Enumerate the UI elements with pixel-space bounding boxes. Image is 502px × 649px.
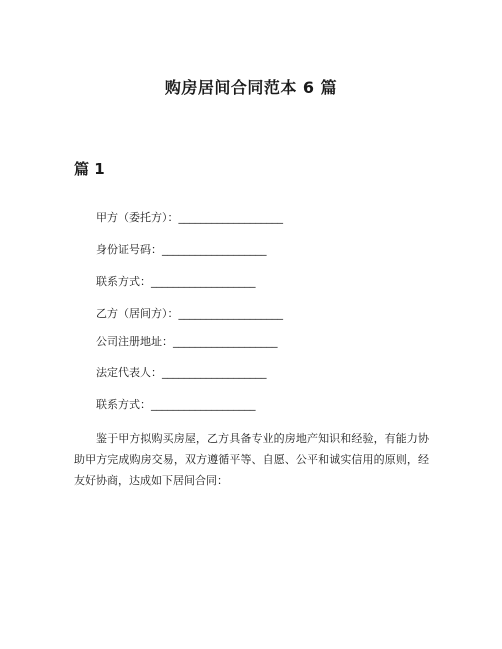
preamble-paragraph: 鉴于甲方拟购买房屋，乙方具备专业的房地产知识和经验，有能力协助甲方完成购房交易，双方遵循平等、自愿、公平和诚实信用的原则，经友好协商，达成如下居间合同： (74, 432, 429, 487)
legal-representative-field: 法定代表人：___________________ (96, 366, 267, 379)
section-heading: 篇 1 (74, 160, 105, 178)
party-b-contact-field: 联系方式：___________________ (96, 398, 256, 411)
party-a-field: 甲方（委托方）：___________________ (96, 211, 283, 224)
company-address-field: 公司注册地址：___________________ (96, 335, 278, 348)
document-title: 购房居间合同范本 6 篇 (164, 78, 338, 97)
id-number-field: 身份证号码：___________________ (96, 243, 267, 256)
party-a-contact-field: 联系方式：___________________ (96, 275, 256, 288)
party-b-field: 乙方（居间方）：___________________ (96, 307, 283, 320)
